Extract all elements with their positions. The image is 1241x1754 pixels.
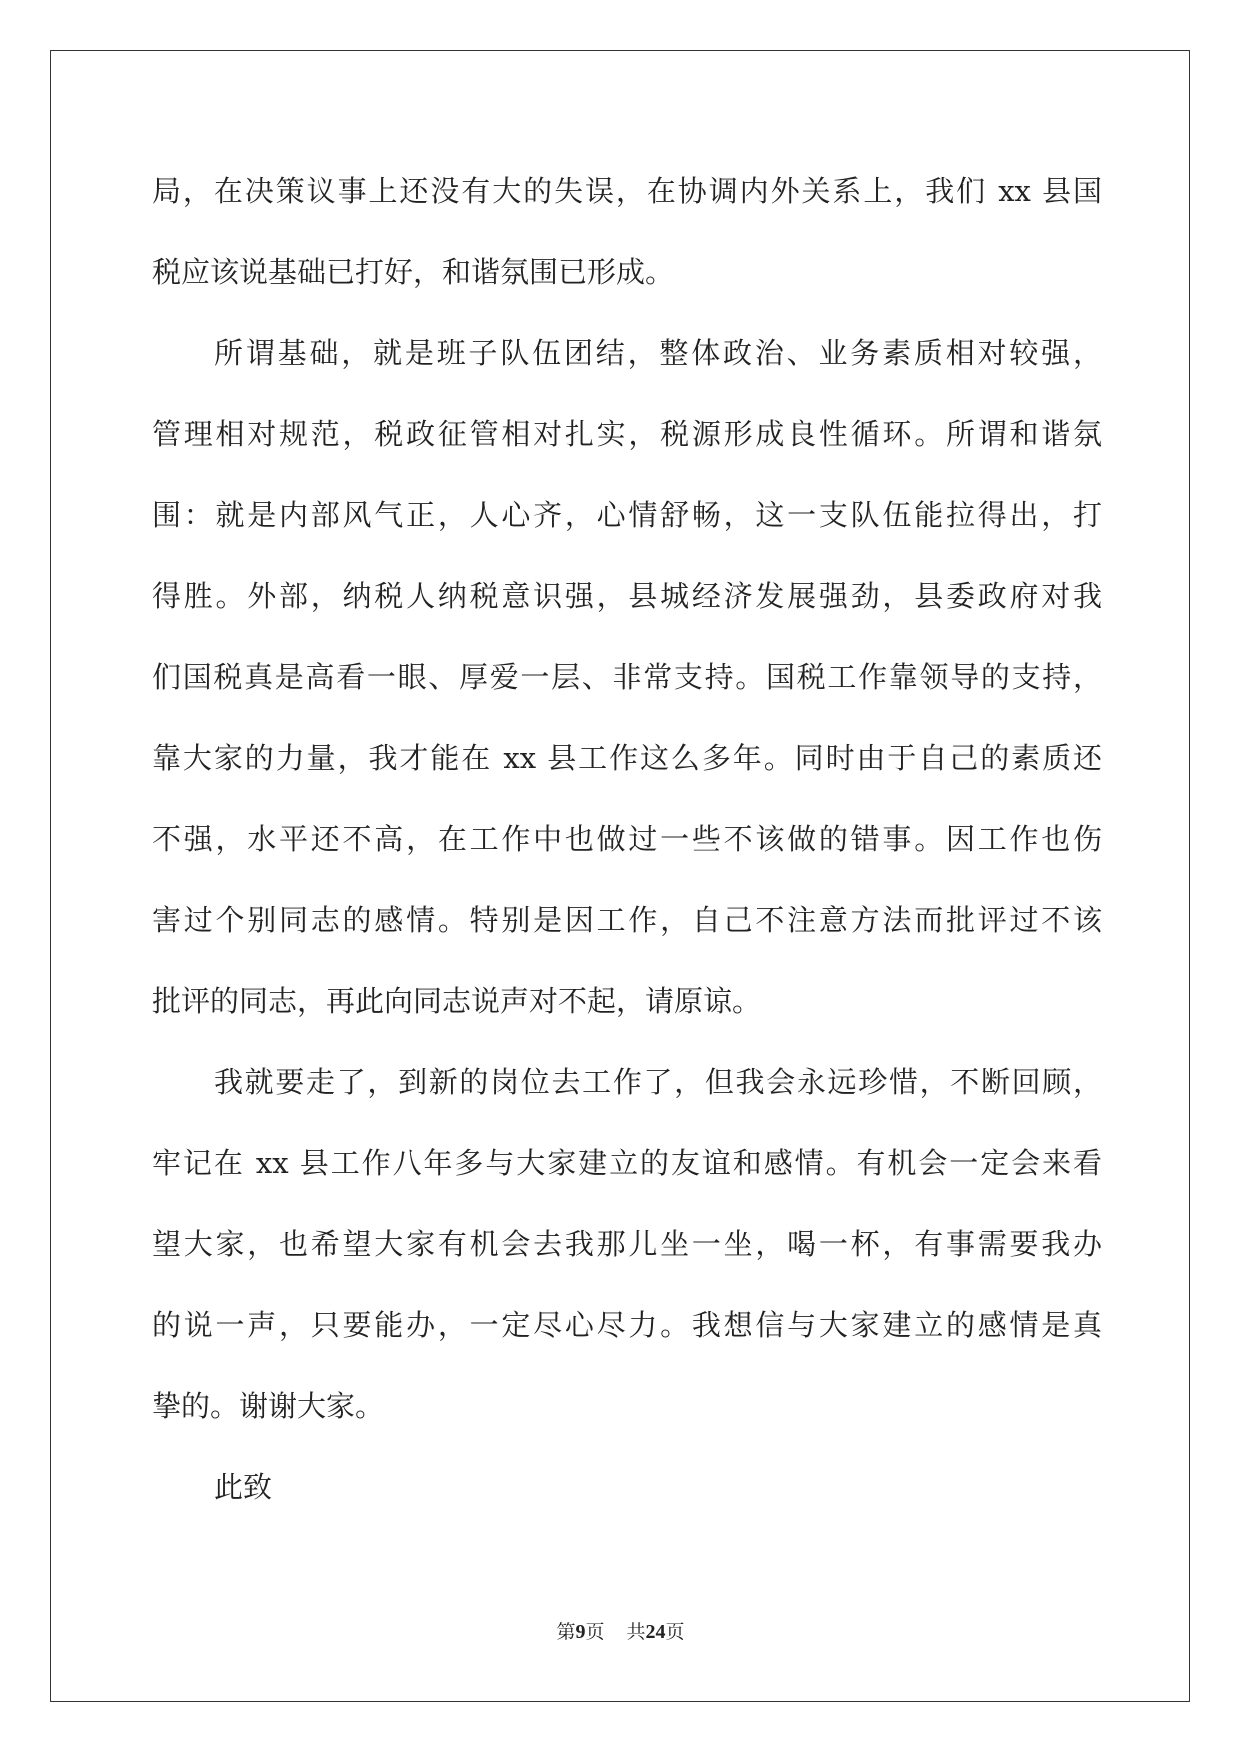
text-line: 批评的同志，再此向同志说声对不起，请原谅。 [152, 984, 762, 1018]
text-line: 们国税真是高看一眼、厚爱一层、非常支持。国税工作靠领导的支持， [152, 660, 1102, 694]
text-line: 挚的。谢谢大家。 [152, 1389, 385, 1423]
total-pages: 24 [645, 1621, 666, 1643]
page-footer [0, 1620, 1241, 1644]
page-prefix: 第 [556, 1621, 576, 1643]
text-line: 牢记在 xx 县工作八年多与大家建立的友谊和感情。有机会一定会来看 [152, 1146, 1102, 1180]
text-line: 望大家，也希望大家有机会去我那儿坐一坐，喝一杯，有事需要我办 [152, 1227, 1102, 1261]
text-line: 害过个别同志的感情。特别是因工作，自己不注意方法而批评过不该 [152, 903, 1102, 937]
total-prefix: 共 [626, 1621, 646, 1643]
text-line: 的说一声，只要能办，一定尽心尽力。我想信与大家建立的感情是真 [152, 1308, 1102, 1342]
text-line: 靠大家的力量，我才能在 xx 县工作这么多年。同时由于自己的素质还 [152, 741, 1102, 775]
text-line: 围：就是内部风气正，人心齐，心情舒畅，这一支队伍能拉得出，打 [152, 498, 1102, 532]
paragraph-first-line: 我就要走了，到新的岗位去工作了，但我会永远珍惜，不断回顾， [214, 1065, 1102, 1099]
total-suffix: 页 [665, 1621, 685, 1643]
page-suffix: 页 [585, 1621, 605, 1643]
text-line: 局，在决策议事上还没有大的失误，在协调内外关系上，我们 xx 县国 [152, 174, 1102, 208]
paragraph-first-line: 所谓基础，就是班子队伍团结，整体政治、业务素质相对较强， [214, 336, 1102, 370]
closing-salutation: 此致 [214, 1470, 273, 1504]
text-line: 税应该说基础已打好，和谐氛围已形成。 [152, 255, 675, 289]
text-line: 不强，水平还不高，在工作中也做过一些不该做的错事。因工作也伤 [152, 822, 1102, 856]
text-line: 管理相对规范，税政征管相对扎实，税源形成良性循环。所谓和谐氛 [152, 417, 1102, 451]
page-number: 9 [575, 1621, 586, 1643]
text-line: 得胜。外部，纳税人纳税意识强，县城经济发展强劲，县委政府对我 [152, 579, 1102, 613]
document-body [152, 163, 1102, 1540]
